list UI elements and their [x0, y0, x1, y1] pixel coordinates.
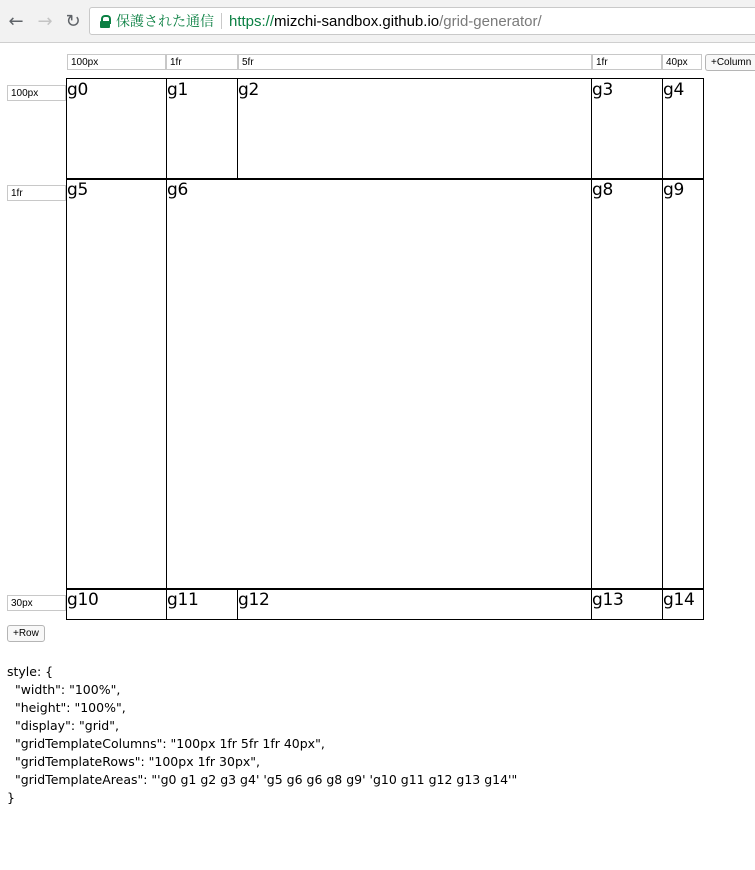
style-line-areas: "gridTemplateAreas": "'g0 g1 g2 g3 g4' 'g5 g6 g6 g8 g9' 'g10 g11 g12 g13 g14'" [7, 772, 518, 787]
grid-cell-g2[interactable]: g2 [237, 78, 592, 180]
style-line-height: "height": "100%", [7, 700, 126, 715]
grid-cell-g11[interactable]: g11 [166, 588, 238, 620]
style-close: } [7, 790, 15, 805]
url-host: mizchi-sandbox.github.io [274, 12, 440, 30]
style-line-display: "display": "grid", [7, 718, 119, 733]
grid-cell-g5[interactable]: g5 [66, 178, 167, 590]
grid-cell-g10[interactable]: g10 [66, 588, 167, 620]
grid-cell-g8[interactable]: g8 [591, 178, 663, 590]
grid-cell-g0[interactable]: g0 [66, 78, 167, 180]
add-column-button[interactable]: +Column [705, 54, 755, 71]
url-path: /grid-generator/ [439, 12, 542, 30]
column-size-input-1[interactable] [67, 54, 166, 70]
grid-preview [66, 78, 704, 620]
browser-toolbar [0, 0, 755, 43]
style-output [7, 663, 517, 807]
url-scheme: https:// [229, 12, 275, 30]
column-size-input-5[interactable] [662, 54, 702, 70]
forward-arrow-icon[interactable]: → [37, 10, 53, 32]
add-row-button[interactable]: +Row [7, 625, 45, 642]
style-line-rows: "gridTemplateRows": "100px 1fr 30px", [7, 754, 260, 769]
lock-icon [100, 15, 110, 28]
grid-cell-g1[interactable]: g1 [166, 78, 238, 180]
column-size-input-2[interactable] [166, 54, 238, 70]
back-arrow-icon[interactable]: ← [8, 10, 24, 32]
style-line-columns: "gridTemplateColumns": "100px 1fr 5fr 1fr 40px", [7, 736, 325, 751]
column-size-input-3[interactable] [238, 54, 592, 70]
row-size-input-2[interactable] [7, 185, 66, 201]
column-size-input-4[interactable] [592, 54, 662, 70]
grid-cell-g14[interactable]: g14 [662, 588, 704, 620]
grid-cell-g6[interactable]: g6 [166, 178, 592, 590]
style-line-width: "width": "100%", [7, 682, 121, 697]
row-size-input-3[interactable] [7, 595, 66, 611]
reload-icon[interactable]: ↻ [65, 10, 81, 32]
secure-label: 保護された通信 [116, 14, 214, 30]
grid-cell-g12[interactable]: g12 [237, 588, 592, 620]
url-separator [221, 13, 222, 29]
grid-cell-g13[interactable]: g13 [591, 588, 663, 620]
address-bar[interactable] [89, 7, 755, 35]
grid-cell-g3[interactable]: g3 [591, 78, 663, 180]
grid-cell-g4[interactable]: g4 [662, 78, 704, 180]
style-open: style: { [7, 664, 54, 679]
row-size-input-1[interactable] [7, 85, 66, 101]
grid-cell-g9[interactable]: g9 [662, 178, 704, 590]
